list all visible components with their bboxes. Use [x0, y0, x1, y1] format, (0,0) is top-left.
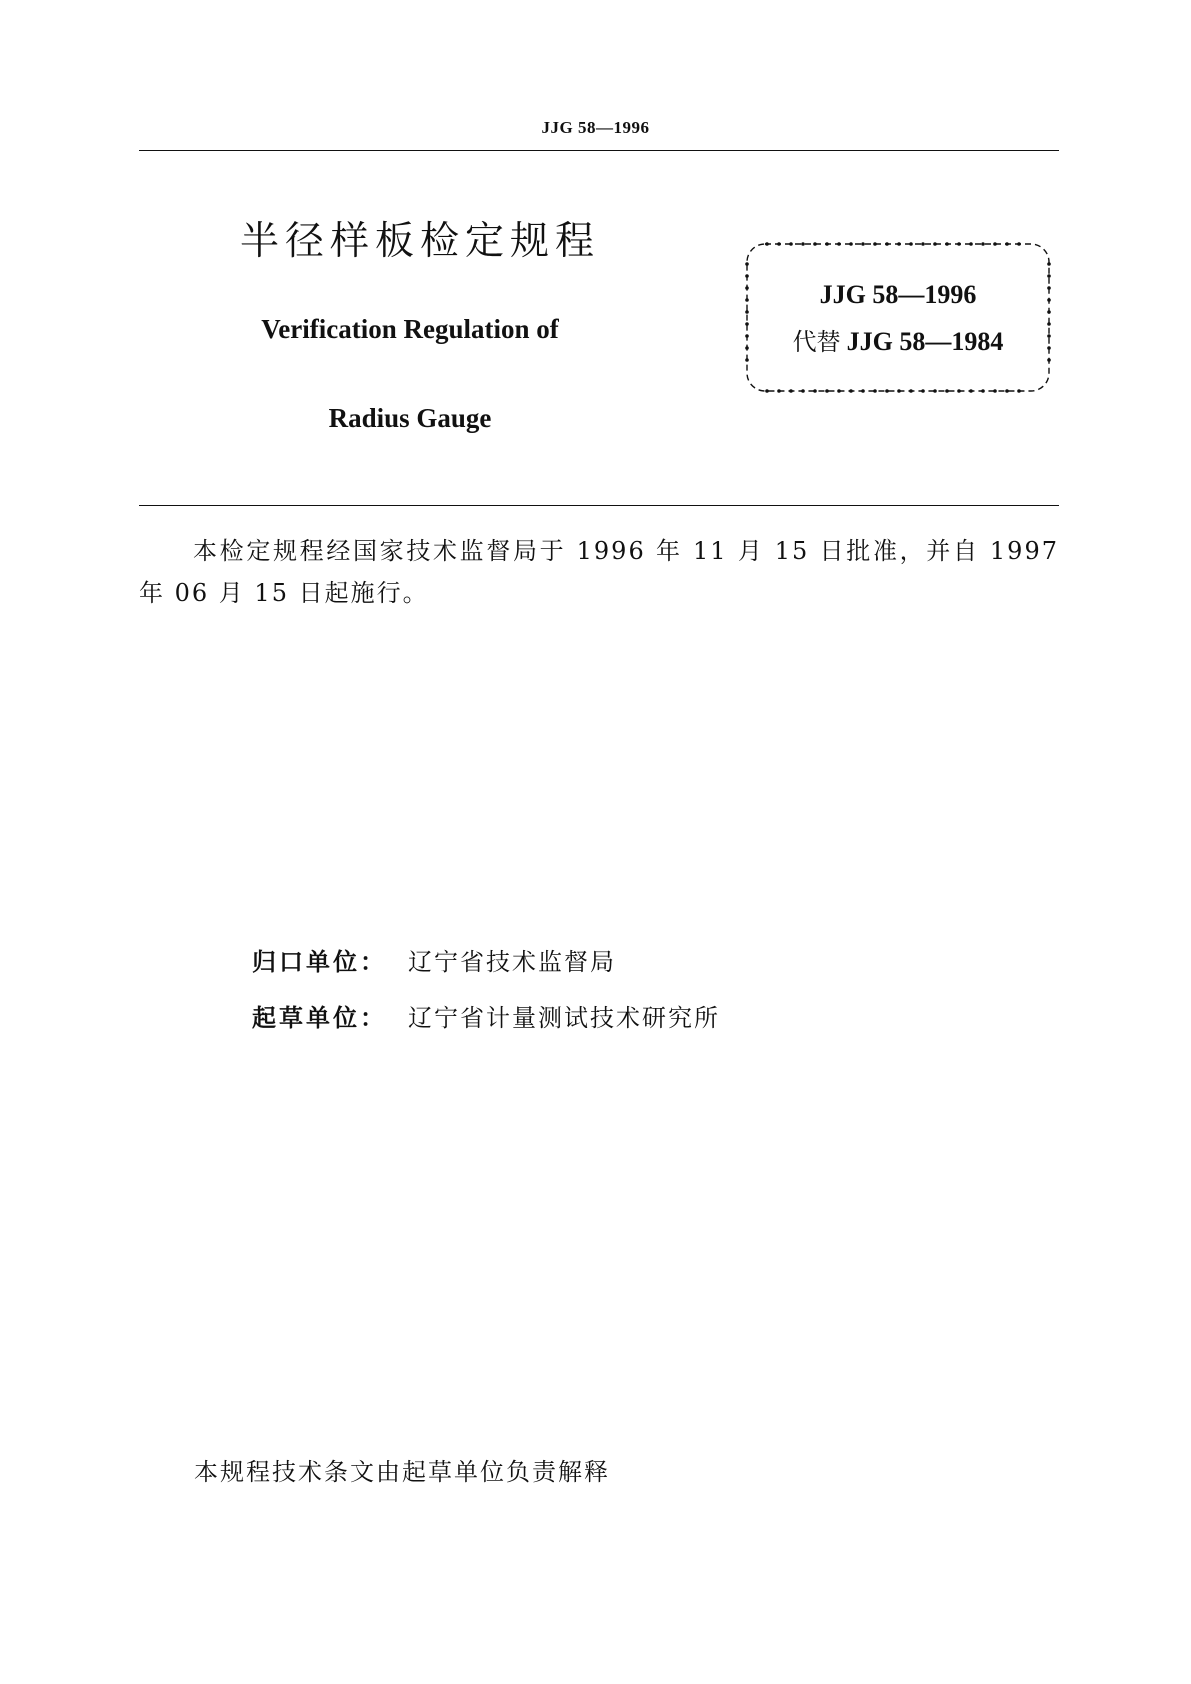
- border-dot: [1047, 358, 1051, 362]
- border-dot: [813, 389, 817, 393]
- header-rule: [139, 150, 1059, 151]
- border-dot: [777, 242, 781, 246]
- border-dot: [1017, 389, 1021, 393]
- border-dot: [945, 389, 949, 393]
- code-box: [743, 240, 1053, 395]
- border-dot: [825, 242, 829, 246]
- border-dot: [981, 389, 985, 393]
- responsible-unit-value: 辽宁省技术监督局: [408, 948, 616, 976]
- border-dot: [745, 274, 749, 278]
- border-dot: [873, 389, 877, 393]
- drafting-unit-label: 起草单位：: [252, 1004, 387, 1032]
- drafting-unit-row: [252, 998, 720, 1033]
- border-dot: [849, 389, 853, 393]
- border-dot: [745, 262, 749, 266]
- border-dot: [1017, 242, 1021, 246]
- title-english-line-1: Verification Regulation of: [261, 314, 559, 344]
- border-dot: [957, 389, 961, 393]
- border-dot: [837, 242, 841, 246]
- border-dot: [981, 242, 985, 246]
- border-dot: [945, 242, 949, 246]
- border-dot: [921, 242, 925, 246]
- border-dot: [909, 389, 913, 393]
- border-dot: [861, 242, 865, 246]
- border-dot: [1005, 389, 1009, 393]
- responsible-unit-row: [252, 942, 616, 977]
- responsible-unit-label: 归口单位：: [252, 948, 387, 976]
- border-dot: [765, 242, 769, 246]
- border-dot: [1047, 274, 1051, 278]
- border-dot: [813, 242, 817, 246]
- border-dot: [885, 242, 889, 246]
- border-dot: [993, 242, 997, 246]
- border-dot: [801, 242, 805, 246]
- border-dot: [801, 389, 805, 393]
- border-dot: [993, 389, 997, 393]
- section-rule: [139, 505, 1059, 506]
- border-dot: [957, 242, 961, 246]
- border-dot: [1047, 262, 1051, 266]
- border-dot: [909, 242, 913, 246]
- running-header-code: JJG 58—1996: [541, 118, 650, 137]
- drafting-unit-value: 辽宁省计量测试技术研究所: [408, 1004, 720, 1032]
- border-dot: [969, 389, 973, 393]
- border-dot: [1047, 310, 1051, 314]
- border-dot: [789, 242, 793, 246]
- code-box-current-code: JJG 58—1996: [819, 280, 977, 309]
- border-dot: [921, 389, 925, 393]
- code-box-replaces-code: JJG 58—1984: [846, 327, 1004, 356]
- border-dot: [933, 242, 937, 246]
- border-dot: [969, 242, 973, 246]
- border-dot: [861, 389, 865, 393]
- border-dot: [849, 242, 853, 246]
- border-dot: [745, 310, 749, 314]
- border-dot: [837, 389, 841, 393]
- title-english-line-2: Radius Gauge: [328, 403, 492, 433]
- border-dot: [933, 389, 937, 393]
- border-dot: [897, 389, 901, 393]
- title-chinese: 半径样板检定规程: [240, 219, 601, 264]
- border-dot: [765, 389, 769, 393]
- border-dot: [1005, 242, 1009, 246]
- border-dot: [825, 389, 829, 393]
- border-dot: [885, 389, 889, 393]
- border-dot: [873, 242, 877, 246]
- border-dot: [777, 389, 781, 393]
- code-box-replaces-prefix: 代替: [792, 328, 841, 356]
- border-dot: [897, 242, 901, 246]
- border-dot: [789, 389, 793, 393]
- border-dot: [745, 358, 749, 362]
- code-box-replaces: [743, 322, 1053, 357]
- interpretation-note: 本规程技术条文由起草单位负责解释: [194, 1458, 610, 1486]
- approval-paragraph: 本检定规程经国家技术监督局于 1996 年 11 月 15 日批准，并自 1997 年 06 月 15 日起施行。: [139, 537, 1059, 607]
- ornamental-border: [743, 240, 1053, 395]
